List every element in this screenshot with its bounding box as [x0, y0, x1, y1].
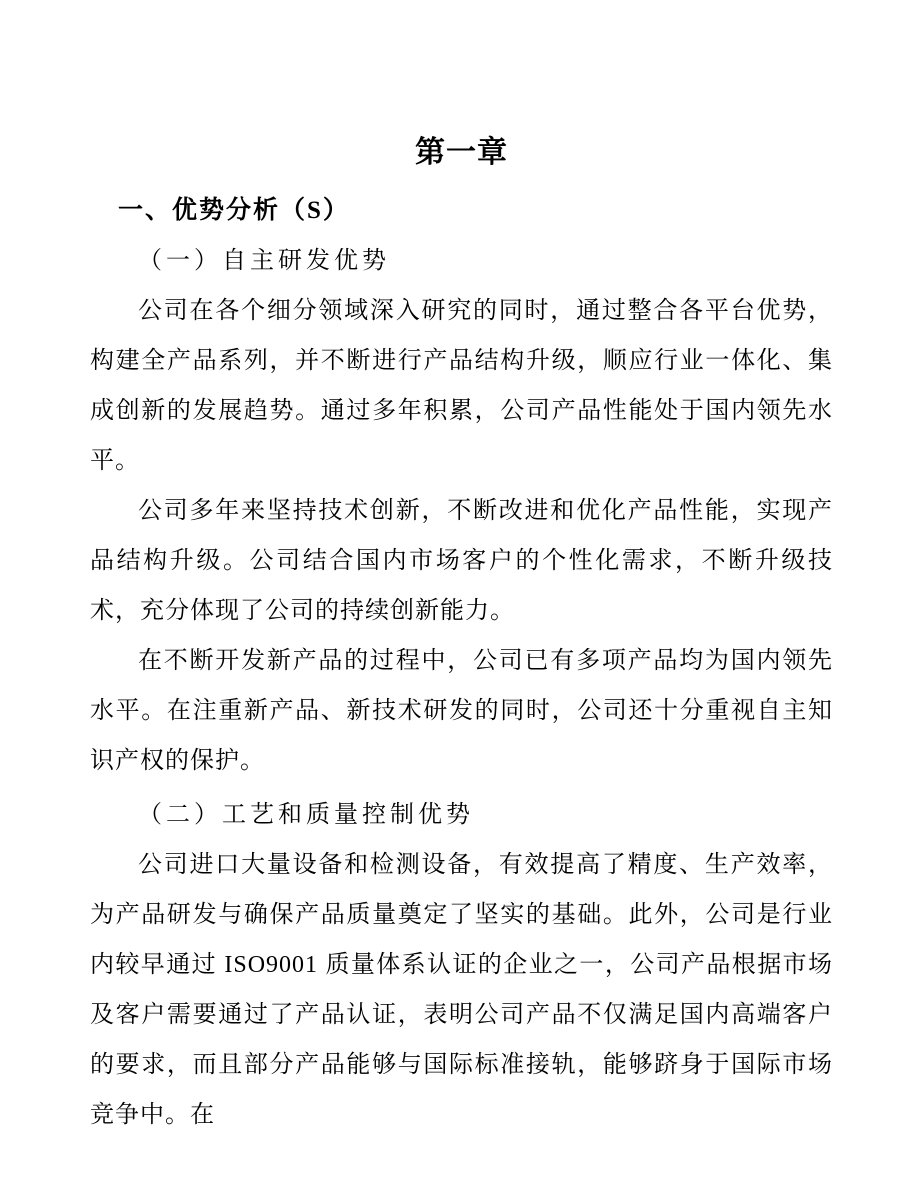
section-heading-advantage-analysis: 一、优势分析（S） — [118, 197, 350, 224]
paragraph-rd-2: 公司多年来坚持技术创新，不断改进和优化产品性能，实现产品结构升级。公司结合国内市场客户的个性化需求，不断升级技术，充分体现了公司的持续创新能力。 — [90, 498, 833, 624]
subsection-heading-quality-advantage: （二）工艺和质量控制优势 — [138, 802, 474, 828]
subsection-heading-rd-advantage: （一）自主研发优势 — [138, 248, 390, 274]
paragraph-quality-1: 公司进口大量设备和检测设备，有效提高了精度、生产效率，为产品研发与确保产品质量奠定了坚实的基础。此外，公司是行业内较早通过 ISO9001 质量体系认证的企业之一，公司产品根据市场及客户需要通过了产品认证，表明公司产品不仅满足国内高端客户的要求，而且部分产品能够与国际标准接轨，能够跻身于国际市场竞争中。在 — [90, 852, 833, 1128]
paragraph-rd-1: 公司在各个细分领域深入研究的同时，通过整合各平台优势，构建全产品系列，并不断进行产品结构升级，顺应行业一体化、集成创新的发展趋势。通过多年积累，公司产品性能处于国内领先水平。 — [90, 298, 833, 474]
paragraph-rd-3: 在不断开发新产品的过程中，公司已有多项产品均为国内领先水平。在注重新产品、新技术研发的同时，公司还十分重视自主知识产权的保护。 — [90, 648, 833, 774]
chapter-title: 第一章 — [415, 136, 508, 169]
